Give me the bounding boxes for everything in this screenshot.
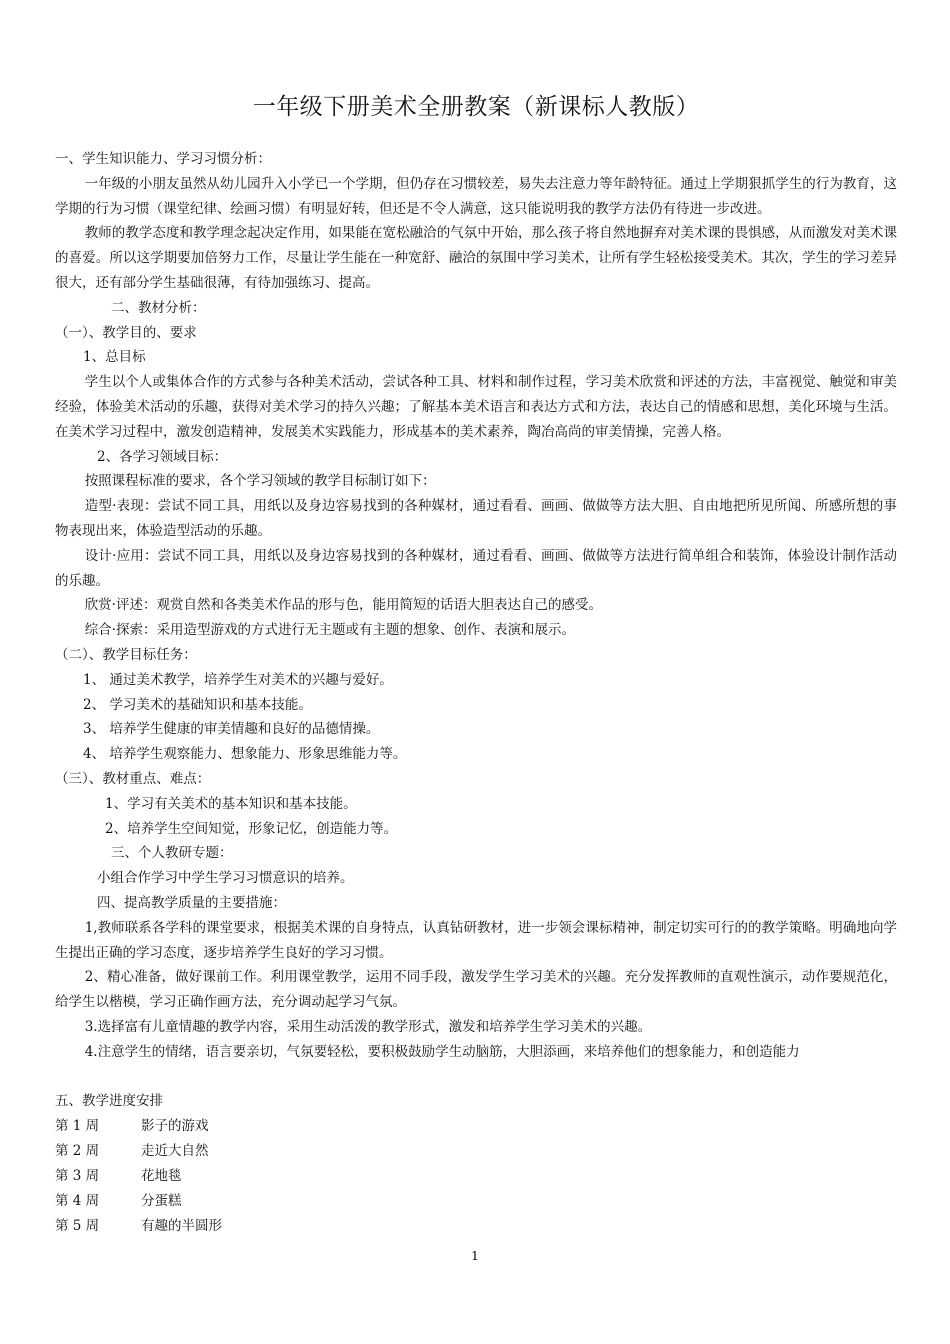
section-2c-heading: （三）、教材重点、难点： (55, 770, 211, 787)
schedule-lesson: 有趣的半圆形 (141, 1218, 222, 1235)
section-4-paragraph-3: 3.选择富有儿童情趣的教学内容，采用生动活泼的教学形式，激发和培养学生学习美术的兴趣。 (84, 1018, 652, 1035)
section-2a-domain-synthesis: 综合·探索：采用造型游戏的方式进行无主题或有主题的想象、创作、表演和展示。 (84, 622, 575, 639)
section-3-text: 小组合作学习中学生学习习惯意识的培养。 (97, 870, 354, 887)
section-2a-domain-modeling: 造型·表现：尝试不同工具，用纸以及身边容易找到的各种媒材，通过看看、画画、做做等方法大胆、自由地把所见所闻、所感所想的事物表现出来，体验造型活动的乐趣。 (55, 498, 897, 539)
section-2a-heading: （一）、教学目的、要求 (55, 324, 197, 341)
schedule-list (55, 1114, 897, 1239)
section-2b-item: 2、 学习美术的基础知识和基本技能。 (83, 696, 312, 713)
section-4-paragraph-2: 2、精心准备，做好课前工作。利用课堂教学，运用不同手段，激发学生学习美术的兴趣。充分发挥教师的直观性演示，动作要规范化，给学生以楷模，学习正确作画方法，充分调动起学习气氛。 (55, 969, 897, 1011)
section-4-paragraph-1: 1,教师联系各学科的课堂要求，根据美术课的自身特点，认真钻研教材，进一步领会课标精神，制定切实可行的的教学策略。明确地向学生提出正确的学习态度，逐步培养学生良好的学习习惯。 (55, 919, 897, 961)
section-2b-item: 4、 培养学生观察能力、想象能力、形象思维能力等。 (83, 746, 407, 763)
section-1-paragraph-2: 教师的教学态度和教学理念起决定作用，如果能在宽松融洽的气氛中开始，那么孩子将自然地摒弃对美术课的畏惧感，从而激发对美术课的喜爱。所以这学期要加倍努力工作，尽量让学生能在一种宽舒、融洽的氛围中学习美术，让所有学生轻松接受美术。其次，学生的学习差异很大，还有部分学生基础很薄，有待加强练习、提高。 (55, 225, 897, 291)
schedule-lesson: 走近大自然 (141, 1143, 209, 1160)
section-2a-domain-design: 设计·应用：尝试不同工具，用纸以及身边容易找到的各种媒材，通过看看、画画、做做等方法进行简单组合和装饰，体验设计制作活动的乐趣。 (55, 547, 897, 589)
document-title: 一年级下册美术全册教案（新课标人教版） (252, 94, 700, 120)
section-4-heading: 四、提高教学质量的主要措施： (97, 894, 286, 911)
section-2a-domain-heading: 2、各学习领域目标： (97, 448, 228, 465)
section-2c-item: 1、学习有关美术的基本知识和基本技能。 (105, 795, 357, 812)
schedule-week: 第 2 周 (55, 1143, 100, 1160)
section-1-paragraph-1: 一年级的小朋友虽然从幼儿园升入小学已一个学期，但仍存在习惯较差，易失去注意力等年龄特征。通过上学期狠抓学生的行为教育，这学期的行为习惯（课堂纪律、绘画习惯）有明显好转，但还是不令人满意，这只能说明我的教学方法仍有待进一步改进。 (55, 175, 897, 217)
section-5-heading: 五、教学进度安排 (55, 1093, 163, 1110)
schedule-week: 第 1 周 (55, 1118, 100, 1135)
section-2a-goal-paragraph: 学生以个人或集体合作的方式参与各种美术活动，尝试各种工具、材料和制作过程，学习美术欣赏和评述的方法，丰富视觉、触觉和审美经验，体验美术活动的乐趣，获得对美术学习的持久兴趣；了解基本美术语言和表达方式和方法，表达自己的情感和思想，美化环境与生活。在美术学习过程中，激发创造精神，发展美术实践能力，形成基本的美术素养，陶冶高尚的审美情操，完善人格。 (55, 374, 897, 440)
schedule-row (55, 1214, 897, 1239)
section-2c-item: 2、培养学生空间知觉，形象记忆，创造能力等。 (105, 820, 398, 837)
schedule-week: 第 3 周 (55, 1168, 100, 1185)
document-page (55, 88, 897, 1239)
section-2a-domain-appreciation: 欣赏·评述：观赏自然和各类美术作品的形与色，能用简短的话语大胆表达自己的感受。 (84, 597, 602, 614)
section-1-heading: 一、学生知识能力、学习习惯分析： (55, 151, 271, 167)
section-2b-item: 1、 通过美术教学，培养学生对美术的兴趣与爱好。 (83, 671, 393, 688)
schedule-week: 第 5 周 (55, 1218, 100, 1235)
schedule-row (55, 1114, 897, 1139)
section-4-paragraph-4: 4.注意学生的情绪，语言要亲切，气氛要轻松，要积极鼓励学生动脑筋，大胆添画，来培养他们的想象能力，和创造能力 (84, 1043, 800, 1060)
section-2a-domain-intro: 按照课程标准的要求，各个学习领域的教学目标制订如下： (84, 473, 436, 490)
blank-line (55, 1064, 897, 1089)
page-number: 1 (471, 1248, 479, 1263)
section-2b-heading: （二）、教学目标任务： (55, 646, 197, 663)
schedule-lesson: 分蛋糕 (141, 1193, 182, 1210)
schedule-lesson: 花地毯 (141, 1168, 182, 1185)
schedule-row (55, 1189, 897, 1214)
section-2a-goal-heading: 1、总目标 (83, 349, 146, 366)
schedule-row (55, 1139, 897, 1164)
section-2-heading: 二、教材分析： (111, 299, 206, 316)
schedule-row (55, 1164, 897, 1189)
schedule-lesson: 影子的游戏 (141, 1118, 209, 1135)
section-2b-item: 3、 培养学生健康的审美情趣和良好的品德情操。 (83, 721, 380, 738)
schedule-week: 第 4 周 (55, 1193, 100, 1210)
section-3-heading: 三、个人教研专题： (111, 845, 233, 862)
